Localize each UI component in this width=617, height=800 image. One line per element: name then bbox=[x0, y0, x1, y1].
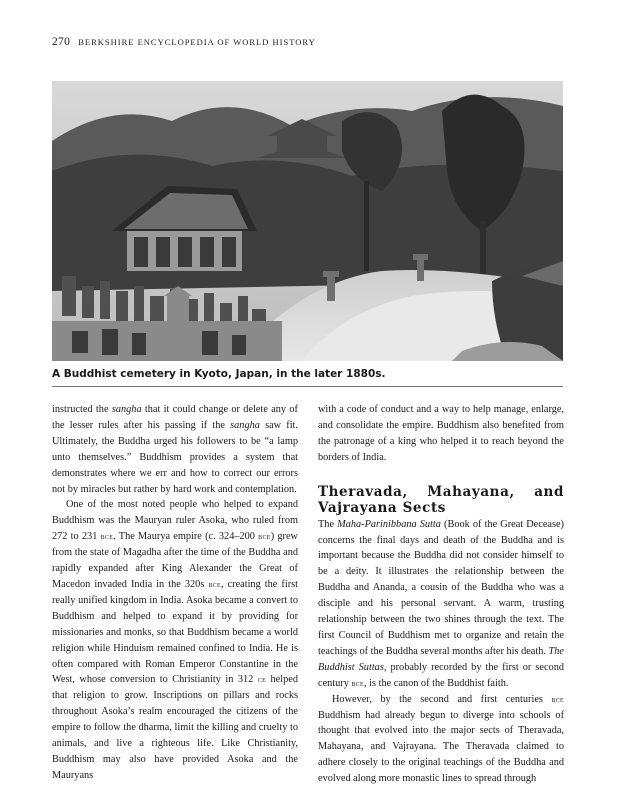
italic-term: sangha bbox=[230, 419, 260, 431]
caption-rule bbox=[52, 386, 563, 387]
running-header bbox=[52, 36, 316, 48]
text-run: One of the most noted people who helped to expand Buddhism was the Mauryan ruler Asoka, who ruled from 272 to 231 bbox=[52, 499, 298, 543]
text-run: probably recorded by the first or second century bbox=[318, 661, 564, 689]
section-heading: Theravada, Mahayana, and Vajrayana Sects bbox=[318, 483, 564, 516]
text-run: (Book of the Great Decease) concerns the final days and death of the Buddha and is important because the Buddha did not consider himself to be a deity. It illustrates the relationship between the Buddha and Ananda, a cousin of the Buddha who was a disciple and his personal servant. A warm, trusting relationship between the two shines through the text. The first Council of Buddhism met to organize and retain the teachings of the Buddha several months after his death. bbox=[318, 518, 564, 657]
era-abbrev: bce bbox=[551, 693, 564, 704]
text-run: The bbox=[318, 518, 338, 530]
page-number: 270 bbox=[52, 36, 71, 48]
paragraph: with a code of conduct and a way to help manage, enlarge, and consolidate the empire. Buddhism also benefited from the patronage of a king who helped it to reach beyond the borders of India. bbox=[318, 404, 564, 463]
paragraph bbox=[318, 692, 564, 787]
text-run: . The Maurya empire (c. 324–200 bbox=[113, 531, 259, 543]
right-column bbox=[318, 402, 564, 787]
text-run: , is the canon of the Buddhist faith. bbox=[364, 677, 509, 689]
italic-title: Maha-Parinibbana Sutta bbox=[337, 518, 441, 530]
text-run: ) grew from the state of Magadha after the time of the Buddha and rapidly expanded after King Alexander the Great of Macedon invaded India in the 320s bbox=[52, 531, 298, 590]
text-run: saw fit. Ultimately, the Buddha urged his followers to be “a lamp unto themselves.” Buddhism provides a system that demonstrates where we err and how to correct our errors not by miracles but rather by hard work and contemplation. bbox=[52, 419, 298, 495]
figure-caption: A Buddhist cemetery in Kyoto, Japan, in the later 1880s. bbox=[52, 368, 386, 380]
italic-term: sangha bbox=[111, 404, 142, 415]
text-run: However, by the second and first centuries bbox=[332, 693, 552, 705]
era-abbrev: bce bbox=[351, 677, 365, 688]
left-column bbox=[52, 402, 298, 784]
running-title: BERKSHIRE ENCYCLOPEDIA OF WORLD HISTORY bbox=[78, 37, 316, 47]
text-run: that it could change or delete any of the lesser rules after his passing if the bbox=[52, 404, 298, 431]
paragraph bbox=[52, 402, 298, 497]
text-run: instructed the bbox=[52, 404, 112, 415]
paragraph bbox=[318, 517, 564, 692]
italic-title: The Buddhist Suttas, bbox=[318, 645, 564, 673]
text-run: , creating the first really unified kingdom in India. Asoka became a convert to Buddhism and helped to expand it by providing for missionaries and monks, so that Buddhism became a world religion while Hinduism remained confined to India. He is often compared with Roman Emperor Constantine in the West, whose conversion to Christianity in 312 bbox=[52, 578, 298, 686]
cemetery-photograph bbox=[52, 81, 563, 361]
paragraph bbox=[52, 497, 298, 783]
era-abbrev: bce bbox=[100, 531, 114, 542]
era-abbrev: ce bbox=[257, 674, 267, 685]
era-abbrev: bce bbox=[208, 578, 221, 589]
text-run: helped that religion to grow. Inscriptions on pillars and rocks throughout Asoka’s realm encouraged the citizens of the empire to follow the dharma, limit the killing and cruelty to animals, and live a righteous life. Like Christianity, Buddhism may also have provided Asoka and the Mauryans bbox=[52, 674, 298, 781]
era-abbrev: bce bbox=[258, 531, 271, 542]
text-run: Buddhism had already begun to diverge into schools of thought that evolved into the major sects of Theravada, Mahayana, and Vajrayana. The Theravada claimed to adhere closely to the original teachings of the Buddha and evolved along more monastic lines to spread through bbox=[318, 709, 564, 785]
